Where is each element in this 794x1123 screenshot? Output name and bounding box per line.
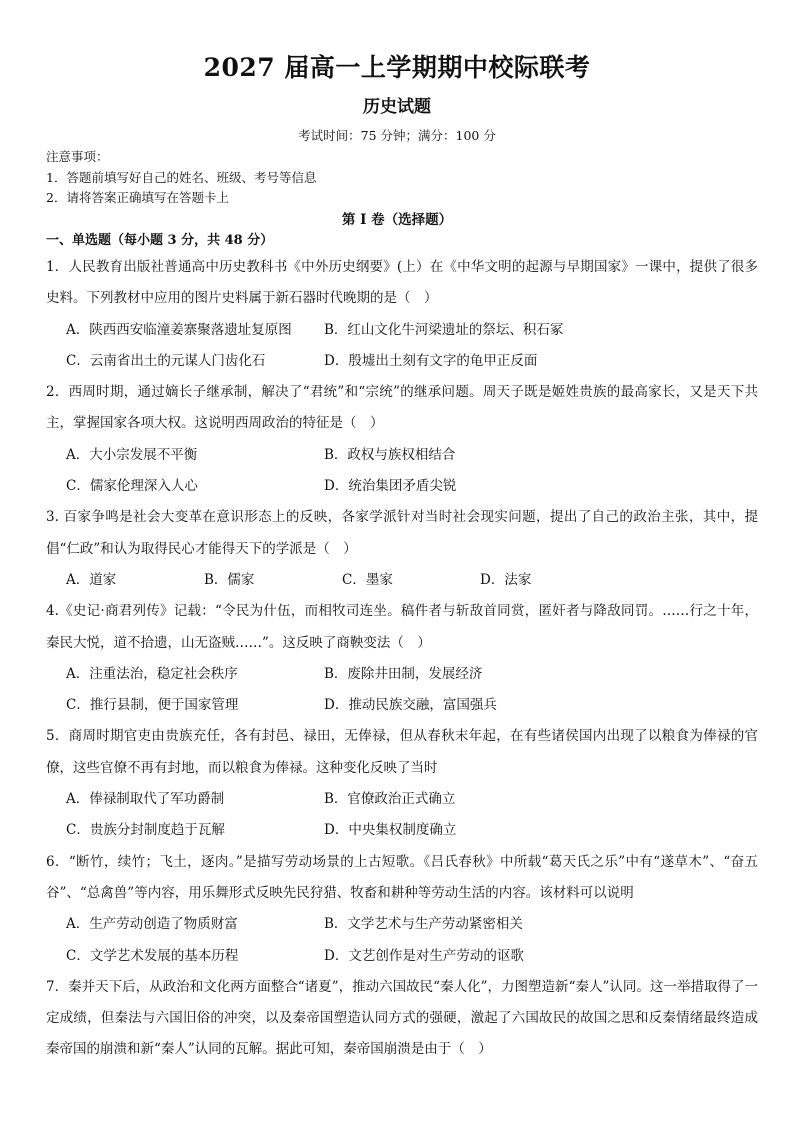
option-d: D．中央集权制度确立: [324, 822, 457, 839]
option-row: [46, 659, 758, 690]
option-b: B．废除井田制，发展经济: [324, 665, 483, 682]
option-c: C．贵族分封制度趋于瓦解: [66, 822, 225, 839]
question-7: [46, 972, 758, 1066]
section-title: 第 I 卷（选择题）: [341, 212, 453, 228]
question-5: [46, 721, 758, 846]
option-b: B．儒家: [204, 571, 255, 588]
option-a: A．注重法治，稳定社会秩序: [66, 665, 238, 682]
question-2: [46, 377, 758, 502]
exam-title: 2027 届高一上学期期中校际联考: [203, 53, 591, 82]
option-a: A．生产劳动创造了物质财富: [66, 916, 238, 933]
notice-item: 2．请将答案正确填写在答题卡上: [46, 190, 229, 205]
option-d: D．殷墟出土刻有文字的龟甲正反面: [324, 352, 538, 369]
option-d: D．推动民族交融，富国强兵: [324, 697, 497, 714]
option-b: B．官僚政治正式确立: [324, 791, 456, 808]
question-stem: 7．秦并天下后，从政治和文化两方面整合“诸夏”，推动六国故民“秦人化”，力图塑造新“秦人”认同。这一举措取得了一定成绩，但秦法与六国旧俗的冲突，以及秦帝国塑造认同方式的强硬，激起了六国故民的故国之思和反秦情绪最终造成秦帝国的崩溃和新“秦人”认同的瓦解。据此可知，秦帝国崩溃是由于（ ）: [46, 978, 758, 1058]
question-stem: 2．西周时期，通过嫡长子继承制，解决了“君统”和“宗统”的继承问题。周天子既是姬姓贵族的最高家长，又是天下共主，掌握国家各项大权。这说明西周政治的特征是（ ）: [46, 384, 758, 432]
option-row: [46, 471, 758, 502]
option-a: A．大小宗发展不平衡: [66, 446, 198, 463]
question-stem: 3. 百家争鸣是社会大变革在意识形态上的反映，各家学派针对当时社会现实问题，提出了自己的政治主张，其中，提倡“仁政”和认为取得民心才能得天下的学派是（ ）: [46, 509, 758, 557]
option-b: B．政权与族权相结合: [324, 446, 456, 463]
option-a: A．陕西西安临潼姜寨聚落遗址复原图: [66, 321, 292, 338]
question-4: [46, 596, 758, 721]
question-stem: 4.《史记·商君列传》记载：“令民为什伍，而相牧司连坐。稿件者与斩敌首同赏，匿奸者与降敌同罚。……行之十年，秦民大悦，道不拾遗，山无盗贼……”。这反映了商鞅变法（ ）: [46, 603, 758, 651]
option-b: B．红山文化牛河梁遗址的祭坛、积石冢: [324, 321, 564, 338]
option-c: C．文学艺术发展的基本历程: [66, 947, 239, 964]
question-3: [46, 502, 758, 596]
option-row: [46, 440, 758, 471]
question-stem: 6．“断竹，续竹；飞土，逐肉。”是描写劳动场景的上古短歌。《吕氏春秋》中所载“葛天氏之乐”中有“遂草木”、“奋五谷”、“总禽兽”等内容，用乐舞形式反映先民狩猎、牧畜和耕种等劳动生活的内容。该材料可以说明: [46, 853, 758, 901]
exam-info: 考试时间：75 分钟；满分：100 分: [298, 128, 496, 143]
option-b: B．文学艺术与生产劳动紧密相关: [324, 916, 523, 933]
exam-subject: 历史试题: [363, 97, 431, 117]
option-c: C．推行县制，便于国家管理: [66, 697, 239, 714]
question-stem: 1．人民教育出版社普通高中历史教科书《中外历史纲要》(上）在《中华文明的起源与早期国家》一课中，提供了很多史料。下列教材中应用的图片史料属于新石器时代晚期的是（ ）: [46, 259, 758, 307]
question-1: [46, 252, 758, 377]
option-row: [46, 346, 758, 377]
part-heading: 一、单选题（每小题 3 分，共 48 分）: [46, 233, 274, 248]
option-row: [46, 315, 758, 346]
option-row: [46, 690, 758, 721]
option-row: [46, 815, 758, 846]
notice-item: 1．答题前填写好自己的姓名、班级、考号等信息: [46, 169, 317, 185]
option-c: C．云南省出土的元谋人门齿化石: [66, 352, 266, 369]
option-c: C．儒家伦理深入人心: [66, 478, 198, 495]
question-list: [46, 252, 758, 1066]
option-a: A．道家: [66, 571, 117, 588]
option-d: D．统治集团矛盾尖锐: [324, 478, 457, 495]
option-c: C．墨家: [342, 571, 393, 588]
option-row: [46, 784, 758, 815]
option-row: [46, 941, 758, 972]
question-6: [46, 847, 758, 972]
option-row: [46, 909, 758, 940]
option-a: A．俸禄制取代了军功爵制: [66, 791, 225, 808]
option-d: D．法家: [480, 571, 532, 588]
option-d: D．文艺创作是对生产劳动的讴歌: [324, 947, 524, 964]
notice-block: [46, 147, 316, 209]
option-row: [46, 565, 758, 596]
notice-heading: 注意事项：: [46, 149, 109, 164]
question-stem: 5．商周时期官吏由贵族充任，各有封邑、禄田，无俸禄，但从春秋末年起，在有些诸侯国内出现了以粮食为俸禄的官僚，这些官僚不再有封地，而以粮食为俸禄。这种变化反映了当时: [46, 728, 758, 776]
